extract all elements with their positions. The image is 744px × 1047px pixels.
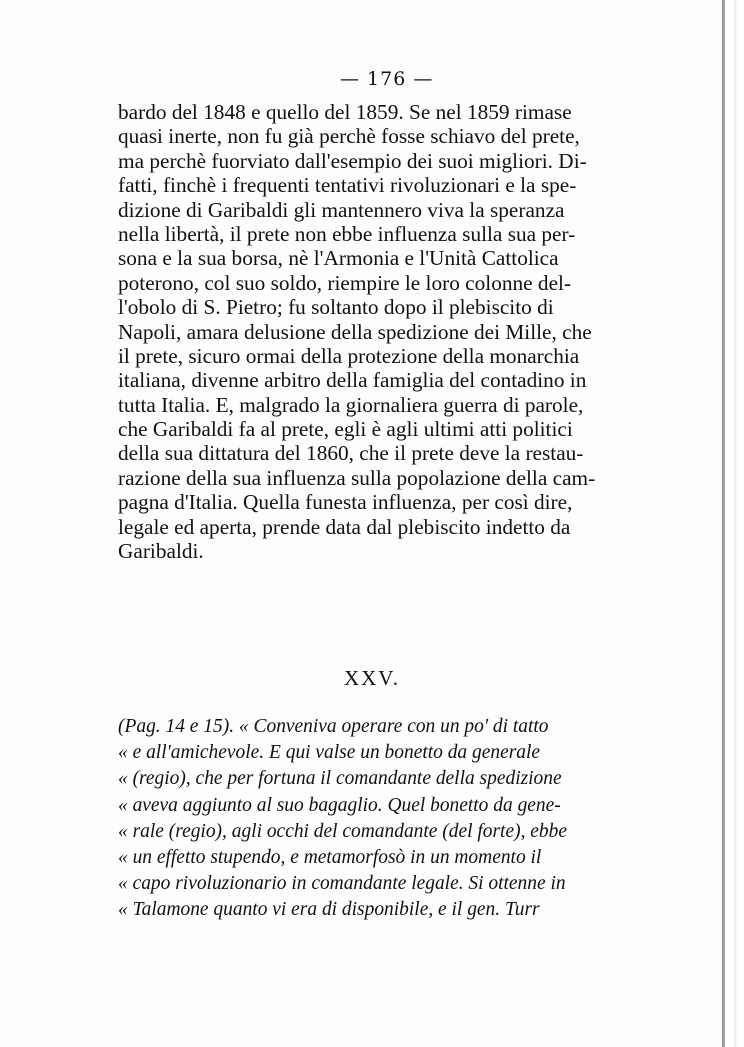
- text-line: Garibaldi.: [118, 539, 204, 564]
- text-line: l'obolo di S. Pietro; fu soltanto dopo il plebiscito di: [118, 295, 554, 320]
- text-line: fatti, finchè i frequenti tentativi rivoluzionari e la spe-: [118, 173, 577, 198]
- note-line: (Pag. 14 e 15). « Conveniva operare con un po' di tatto: [118, 715, 549, 737]
- body-paragraph: [118, 100, 658, 563]
- note-line: « e all'amichevole. E qui valse un bonetto da generale: [118, 741, 541, 764]
- text-line: Napoli, amara delusione della spedizione dei Mille, che: [118, 319, 592, 344]
- text-line: quasi inerte, non fu già perchè fosse schiavo del prete,: [118, 124, 580, 149]
- text-line: dizione di Garibaldi gli mantennero viva la speranza: [118, 197, 565, 222]
- text-line: della sua dittatura del 1860, che il prete deve la restau-: [118, 441, 584, 466]
- note-line: « capo rivoluzionario in comandante legale. Si ottenne in: [118, 872, 566, 895]
- section-heading: XXV.: [343, 666, 401, 690]
- text-line: nella libertà, il prete non ebbe influenza sulla sua per-: [118, 221, 576, 246]
- text-line: ma perchè fuorviato dall'esempio dei suoi migliori. Di-: [118, 148, 587, 173]
- page-edge: [722, 0, 744, 1047]
- text-line: poterono, col suo soldo, riempire le loro colonne del-: [118, 270, 572, 295]
- text-line: legale ed aperta, prende data dal plebiscito indetto da: [118, 514, 571, 539]
- note-line: « rale (regio), agli occhi del comandante (del forte), ebbe: [118, 819, 567, 842]
- text-line: pagna d'Italia. Quella funesta influenza, per così dire,: [118, 490, 573, 515]
- text-line: sona e la sua borsa, nè l'Armonia e l'Unità Cattolica: [118, 246, 559, 271]
- note-line: « (regio), che per fortuna il comandante della spedizione: [118, 767, 562, 790]
- text-line: razione della sua influenza sulla popolazione della cam-: [118, 465, 596, 490]
- text-line: tutta Italia. E, malgrado la giornaliera guerra di parole,: [118, 392, 584, 417]
- note-line: « aveva aggiunto al suo bagaglio. Quel bonetto da gene-: [118, 793, 561, 816]
- text-line: il prete, sicuro ormai della protezione della monarchia: [118, 343, 580, 368]
- page-number: — 176 —: [340, 68, 434, 90]
- note-line: « Talamone quanto vi era di disponibile, e il gen. Turr: [118, 898, 540, 921]
- note-line: « un effetto stupendo, e metamorfosò in un momento il: [118, 845, 542, 868]
- text-line: che Garibaldi fa al prete, egli è agli ultimi atti politici: [118, 417, 573, 442]
- text-line: bardo del 1848 e quello del 1859. Se nel 1859 rimase: [118, 100, 572, 124]
- note-paragraph: [118, 713, 658, 923]
- text-line: italiana, divenne arbitro della famiglia del contadino in: [118, 368, 587, 393]
